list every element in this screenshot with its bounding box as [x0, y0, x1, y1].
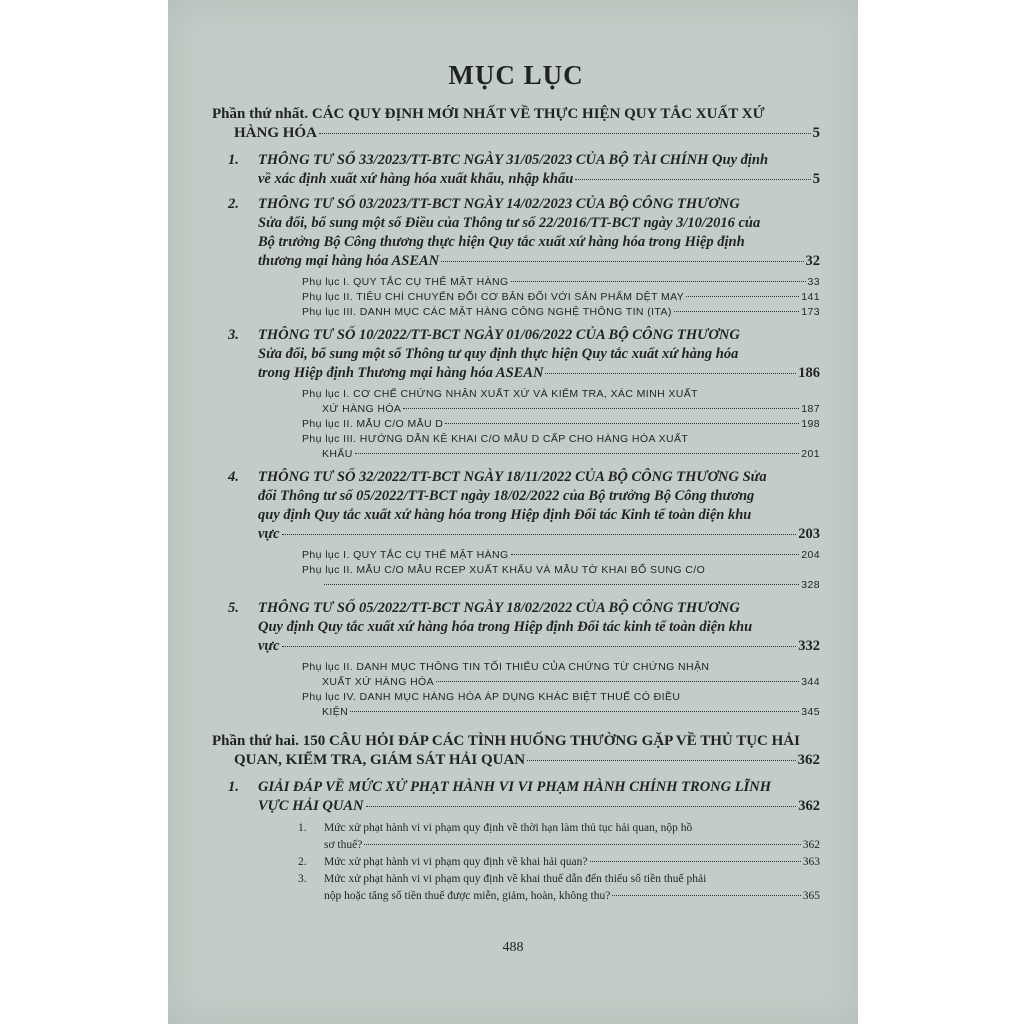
- page-title: MỤC LỤC: [448, 60, 584, 90]
- dot-leader: [282, 646, 797, 647]
- page-ref: 345: [801, 706, 820, 718]
- page-ref: 33: [807, 276, 820, 288]
- toc-section: [212, 599, 820, 656]
- section-line: Quy định Quy tắc xuất xứ hàng hóa trong Hiệp định Đối tác kinh tế toàn diện khu: [258, 619, 753, 635]
- dot-leader: [445, 423, 799, 424]
- toc-entry: [212, 751, 820, 770]
- entry-text: vực: [258, 526, 280, 542]
- page-ref: 187: [801, 403, 820, 415]
- dot-leader: [366, 806, 797, 807]
- toc-section: [212, 151, 820, 189]
- appendix-entry: [302, 690, 820, 720]
- appendix-line: Phụ lục II. MẪU C/O MẪU RCEP XUẤT KHẨU VÀ MẪU TỜ KHAI BỔ SUNG C/O: [302, 564, 706, 576]
- entry-text: KHẨU: [322, 448, 353, 460]
- appendix-entry: [302, 432, 820, 462]
- appendix-line: Phụ lục I. CƠ CHẾ CHỨNG NHẬN XUẤT XỨ VÀ KIỂM TRA, XÁC MINH XUẤT: [302, 388, 698, 400]
- entry-text: sơ thuế?: [324, 839, 363, 851]
- entry-text: XUẤT XỨ HÀNG HÓA: [322, 676, 435, 688]
- section-number: 3.: [228, 327, 239, 343]
- entry-text: về xác định xuất xứ hàng hóa xuất khẩu, nhập khẩu: [258, 171, 574, 187]
- entry-text: KIỆN: [322, 706, 349, 718]
- dot-leader: [674, 311, 800, 312]
- dot-leader: [511, 554, 800, 555]
- appendix-entry: [302, 275, 820, 290]
- section-number: 2.: [228, 196, 239, 212]
- page-ref: 5: [812, 125, 820, 141]
- page-ref: 186: [798, 365, 820, 381]
- section-line: THÔNG TƯ SỐ 33/2023/TT-BTC NGÀY 31/05/2023 CỦA BỘ TÀI CHÍNH Quy định: [258, 152, 769, 168]
- page-ref: 362: [802, 839, 820, 851]
- appendix-entry: [302, 563, 820, 593]
- page-ref: 344: [801, 676, 820, 688]
- dot-leader: [436, 681, 799, 682]
- appendix-line: Phụ lục IV. DANH MỤC HÀNG HÓA ÁP DỤNG KHÁC BIỆT THUẾ CÓ ĐIỀU: [302, 691, 681, 703]
- page-ref: 201: [801, 448, 820, 460]
- section-line: Sửa đổi, bổ sung một số Điều của Thông tư số 22/2016/TT-BCT ngày 3/10/2016 của: [258, 215, 761, 231]
- entry-text: Phụ lục I. QUY TẮC CỤ THỂ MẶT HÀNG: [302, 549, 509, 561]
- section-line: VỰC HẢI QUAN: [258, 798, 364, 814]
- page-ref: 203: [798, 526, 820, 542]
- appendix-entry: [302, 387, 820, 417]
- toc-entry: [258, 525, 820, 544]
- page-number: 488: [502, 940, 524, 955]
- section-line: THÔNG TƯ SỐ 05/2022/TT-BCT NGÀY 18/02/2022 CỦA BỘ CÔNG THƯƠNG: [258, 600, 740, 616]
- dot-leader: [355, 453, 799, 454]
- dot-leader: [590, 861, 801, 862]
- entry-text: Phụ lục III. DANH MỤC CÁC MẶT HÀNG CÔNG NGHỆ THÔNG TIN (ITA): [302, 306, 672, 318]
- question-entry: [298, 854, 820, 871]
- section-line: đổi Thông tư số 05/2022/TT-BCT ngày 18/02/2022 của Bộ trưởng Bộ Công thương: [258, 488, 755, 504]
- appendix-entry: [302, 548, 820, 563]
- toc-entry: [302, 305, 820, 320]
- entry-text: Phụ lục II. MẪU C/O MẪU D: [302, 418, 444, 430]
- question-number: 2.: [298, 856, 307, 868]
- dot-leader: [612, 895, 800, 896]
- page-ref: 173: [801, 306, 820, 318]
- toc-entry: [302, 275, 820, 290]
- section-number: 4.: [228, 469, 239, 485]
- toc-entry: [258, 252, 820, 271]
- toc-entry: [302, 578, 820, 593]
- toc-entry: [302, 548, 820, 563]
- question-line: Mức xử phạt hành vi vi phạm quy định về khai thuế dẫn đến thiếu số tiền thuế phải: [324, 873, 707, 885]
- toc-section: [212, 195, 820, 271]
- toc-entry: [302, 290, 820, 305]
- section-number: 1.: [228, 152, 239, 168]
- section-line: Sửa đổi, bổ sung một số Thông tư quy định thực hiện Quy tắc xuất xứ hàng hóa: [258, 346, 739, 362]
- page-ref: 332: [798, 638, 820, 654]
- entry-text: trong Hiệp định Thương mại hàng hóa ASEAN: [258, 365, 544, 381]
- dot-leader: [575, 179, 810, 180]
- toc-entry: [258, 364, 820, 383]
- entry-text: vực: [258, 638, 280, 654]
- toc-entry: [302, 402, 820, 417]
- part-line: QUAN, KIỂM TRA, GIÁM SÁT HẢI QUAN: [234, 752, 526, 768]
- dot-leader: [511, 281, 806, 282]
- page-ref: 198: [801, 418, 820, 430]
- toc-entry: [302, 705, 820, 720]
- page-ref: 362: [798, 798, 820, 814]
- page-ref: 141: [801, 291, 820, 303]
- book-page: [168, 0, 858, 1024]
- section-line: Bộ trưởng Bộ Công thương thực hiện Quy tắc xuất xứ hàng hóa trong Hiệp định: [258, 234, 745, 250]
- appendix-entry: [302, 660, 820, 690]
- part-line: Phần thứ nhất. CÁC QUY ĐỊNH MỚI NHẤT VỀ THỰC HIỆN QUY TẮC XUẤT XỨ: [212, 106, 765, 122]
- dot-leader: [545, 373, 796, 374]
- question-entry: [298, 871, 820, 905]
- toc-entry: [302, 417, 820, 432]
- toc-entry: [324, 837, 820, 854]
- question-entry: [298, 820, 820, 854]
- question-number: 1.: [298, 822, 307, 834]
- question-number: 3.: [298, 873, 307, 885]
- entry-text: XỨ HÀNG HÓA: [322, 403, 402, 415]
- page-ref: 365: [802, 890, 820, 902]
- toc-entry: [258, 170, 820, 189]
- section-line: GIẢI ĐÁP VỀ MỨC XỬ PHẠT HÀNH VI VI PHẠM HÀNH CHÍNH TRONG LĨNH: [258, 779, 771, 795]
- entry-text: Phụ lục I. QUY TẮC CỤ THỂ MẶT HÀNG: [302, 276, 509, 288]
- toc-entry: [324, 854, 820, 871]
- section-line: THÔNG TƯ SỐ 03/2023/TT-BCT NGÀY 14/02/2023 CỦA BỘ CÔNG THƯƠNG: [258, 196, 740, 212]
- page-ref: 204: [801, 549, 820, 561]
- entry-text: Phụ lục II. TIÊU CHÍ CHUYỂN ĐỔI CƠ BẢN ĐỐI VỚI SẢN PHẨM DỆT MAY: [302, 291, 685, 303]
- dot-leader: [282, 534, 797, 535]
- toc-entry: [324, 888, 820, 905]
- entry-text: thương mại hàng hóa ASEAN: [258, 253, 440, 269]
- section-line: THÔNG TƯ SỐ 10/2022/TT-BCT NGÀY 01/06/2022 CỦA BỘ CÔNG THƯƠNG: [258, 327, 740, 343]
- page-ref: 328: [801, 579, 820, 591]
- dot-leader: [441, 261, 803, 262]
- toc-section: [212, 326, 820, 383]
- dot-leader: [324, 584, 799, 585]
- section-line: quy định Quy tắc xuất xứ hàng hóa trong Hiệp định Đối tác Kinh tế toàn diện khu: [258, 507, 752, 523]
- question-line: Mức xử phạt hành vi vi phạm quy định về thời hạn làm thủ tục hải quan, nộp hồ: [324, 822, 693, 834]
- part-line: HÀNG HÓA: [234, 125, 317, 141]
- toc-section: [212, 778, 820, 816]
- page-ref: 363: [802, 856, 820, 868]
- part-line: Phần thứ hai. 150 CÂU HỎI ĐÁP CÁC TÌNH HUỐNG THƯỜNG GẶP VỀ THỦ TỤC HẢI: [212, 733, 800, 749]
- dot-leader: [319, 133, 811, 134]
- dot-leader: [527, 760, 795, 761]
- toc-entry: [302, 447, 820, 462]
- dot-leader: [350, 711, 799, 712]
- dot-leader: [686, 296, 799, 297]
- toc-entry: [302, 675, 820, 690]
- toc-section: [212, 468, 820, 544]
- page-ref: 362: [797, 752, 820, 768]
- part-heading: [212, 105, 820, 143]
- entry-text: Mức xử phạt hành vi vi phạm quy định về khai hải quan?: [324, 856, 588, 868]
- section-number: 1.: [228, 779, 239, 795]
- appendix-entry: [302, 305, 820, 320]
- section-number: 5.: [228, 600, 239, 616]
- page-ref: 5: [812, 171, 820, 187]
- toc-entry: [212, 124, 820, 143]
- toc: [212, 60, 820, 905]
- dot-leader: [364, 844, 800, 845]
- page-ref: 32: [805, 253, 820, 269]
- appendix-entry: [302, 417, 820, 432]
- toc-entry: [258, 637, 820, 656]
- appendix-line: Phụ lục II. DANH MỤC THÔNG TIN TỐI THIỂU CỦA CHỨNG TỪ CHỨNG NHẬN: [302, 661, 710, 673]
- entry-text: nộp hoặc tăng số tiền thuế được miễn, giảm, hoàn, không thu?: [324, 890, 611, 902]
- section-line: THÔNG TƯ SỐ 32/2022/TT-BCT NGÀY 18/11/2022 CỦA BỘ CÔNG THƯƠNG Sửa: [258, 469, 767, 485]
- toc-entry: [258, 797, 820, 816]
- appendix-entry: [302, 290, 820, 305]
- part-heading: [212, 732, 820, 770]
- appendix-line: Phụ lục III. HƯỚNG DẪN KÊ KHAI C/O MẪU D CẤP CHO HÀNG HÓA XUẤT: [302, 433, 689, 445]
- dot-leader: [403, 408, 799, 409]
